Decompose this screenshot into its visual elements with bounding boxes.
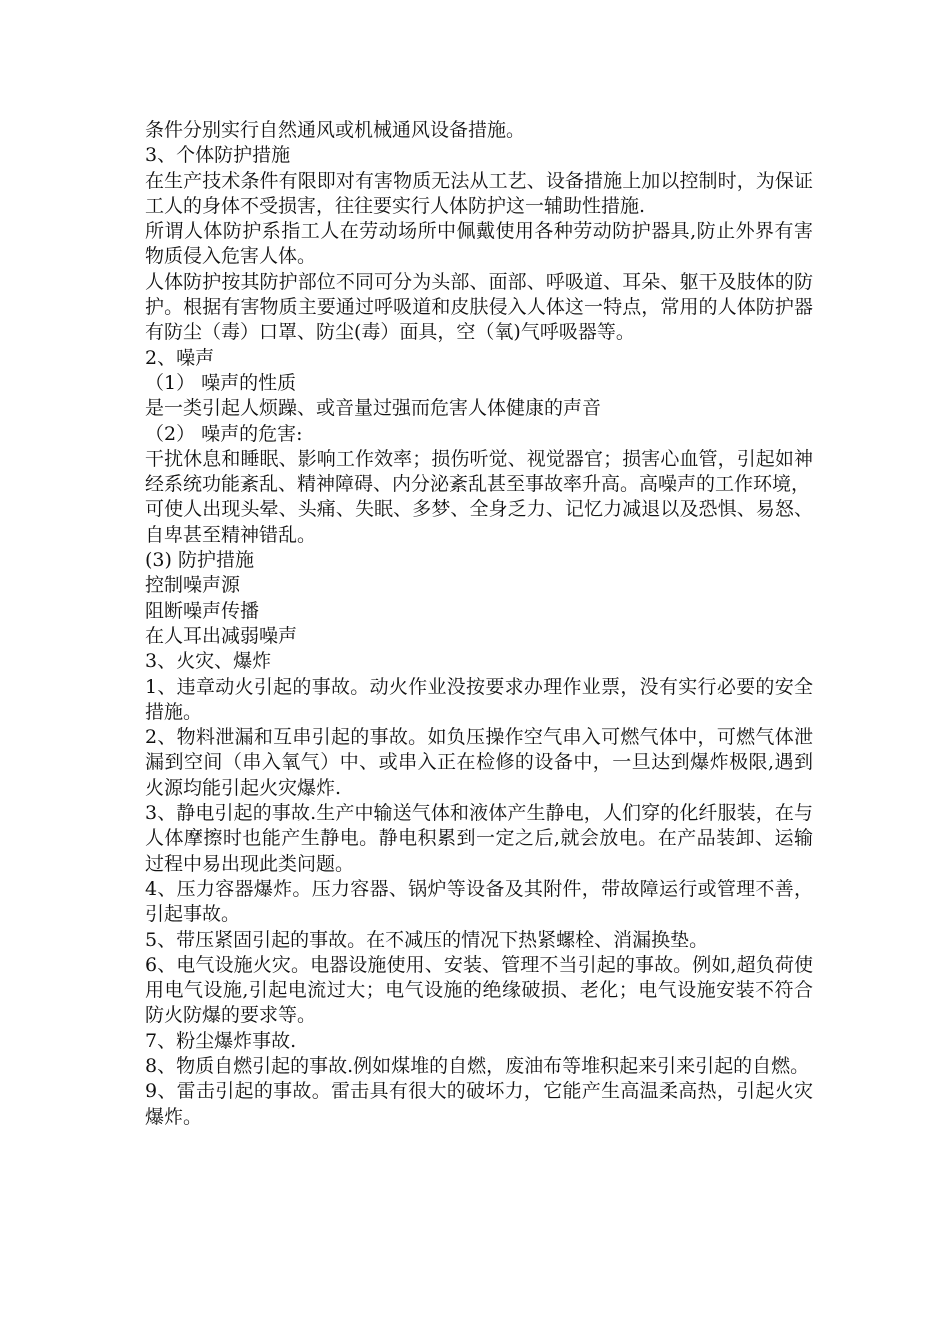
paragraph-ventilation-conditions: 条件分别实行自然通风或机械通风设备措施。 [145, 119, 526, 141]
paragraph-noise-effects: 可使人出现头晕、头痛、失眠、多梦、全身乏力、记忆力减退以及恐惧、易怒、自卑甚至精神错乱。 [145, 498, 813, 546]
subheading-noise-hazards: （2） 噪声的危害: [145, 422, 303, 445]
subheading-noise-nature: （1） 噪声的性质 [145, 371, 297, 394]
paragraph-noise-hazards: 干扰休息和睡眠、影响工作效率；损伤听觉、视觉器官；损害心血管，引起如神经系统功能紊乱、精神障碍、内分泌紊乱甚至事故率升高。高噪声的工作环境， [145, 447, 813, 496]
list-item-fire-9: 9、雷击引起的事故。雷击具有很大的破坏力，它能产生高温柔高热，引起火灾爆炸。 [145, 1080, 813, 1128]
subheading-noise-measures: (3) 防护措施 [145, 549, 254, 572]
list-item-fire-5: 5、带压紧固引起的事故。在不减压的情况下热紧螺栓、消漏换垫。 [145, 928, 709, 951]
list-item-fire-8: 8、物质自燃引起的事故.例如煤堆的自燃，废油布等堆积起来引来引起的自燃。 [145, 1054, 810, 1077]
list-item-fire-4: 4、压力容器爆炸。压力容器、锅炉等设备及其附件，带故障运行或管理不善，引起事故。 [145, 877, 813, 926]
list-item-fire-6: 6、电气设施火灾。电器设施使用、安装、管理不当引起的事故。例如,超负荷使用电气设施,引起电流过大；电气设施的绝缘破损、老化；电气设施安装不符合防火防爆的要求等。 [145, 953, 813, 1027]
paragraph-noise-nature: 是一类引起人烦躁、或音量过强而危害人体健康的声音 [145, 397, 602, 420]
paragraph-protection-types: 人体防护按其防护部位不同可分为头部、面部、呼吸道、耳朵、躯干及肢体的防护。根据有害物质主要通过呼吸道和皮肤侵入人体这一特点，常用的人体防护器有防尘（毒）口罩、防尘(毒）面具，空（氧)气呼吸器等。 [145, 270, 813, 344]
list-item-noise-ear: 在人耳出减弱噪声 [145, 624, 298, 647]
list-item-noise-block: 阻断噪声传播 [145, 599, 260, 622]
heading-noise: 2、噪声 [145, 346, 215, 369]
list-item-fire-2: 2、物料泄漏和互串引起的事故。如负压操作空气串入可燃气体中，可燃气体泄漏到空间（串入氧气）中、或串入正在检修的设备中，一旦达到爆炸极限,遇到火源均能引起火灾爆炸. [145, 726, 813, 799]
document-body [145, 118, 813, 1130]
paragraph-protection-definition: 所谓人体防护系指工人在劳动场所中佩戴使用各种劳动防护器具,防止外界有害物质侵入危害人体。 [145, 220, 813, 268]
heading-fire-explosion: 3、火灾、爆炸 [145, 650, 272, 673]
list-item-fire-7: 7、粉尘爆炸事故. [145, 1029, 297, 1052]
paragraph-protection-intro: 在生产技术条件有限即对有害物质无法从工艺、设备措施上加以控制时，为保证工人的身体不受损害，往往要实行人体防护这一辅助性措施. [145, 169, 813, 217]
list-item-fire-3: 3、静电引起的事故.生产中输送气体和液体产生静电，人们穿的化纤服装，在与人体摩擦时也能产生静电。静电积累到一定之后,就会放电。在产品装卸、运输过程中易出现此类问题。 [145, 802, 813, 875]
list-item-fire-1: 1、违章动火引起的事故。动火作业没按要求办理作业票，没有实行必要的安全措施。 [145, 675, 813, 723]
list-item-noise-source: 控制噪声源 [145, 574, 241, 597]
heading-personal-protection: 3、个体防护措施 [145, 144, 291, 167]
